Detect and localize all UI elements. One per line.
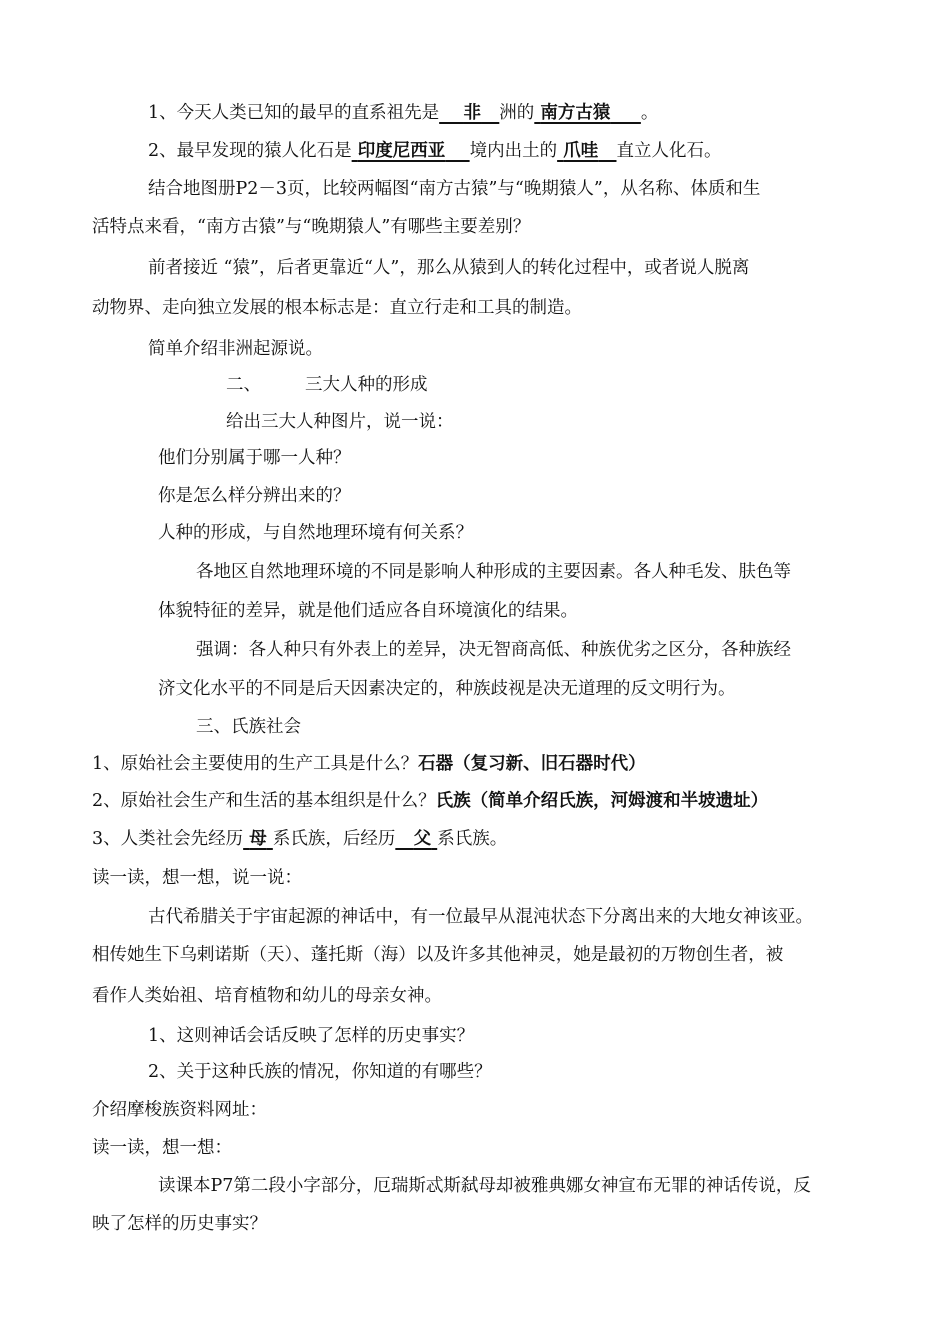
question-line-2	[148, 139, 721, 163]
question-text: 1、原始社会主要使用的生产工具是什么？	[92, 754, 419, 774]
answer-text: 印度尼西亚	[357, 141, 446, 161]
paragraph-line: 人种的形成，与自然地理环境有何关系？	[158, 523, 473, 543]
answer-blank	[352, 141, 470, 161]
paragraph-line: 相传她生下乌剌诺斯（天）、蓬托斯（海）以及许多其他神灵，她是最初的万物创生者，被	[92, 945, 784, 965]
question-text: 系氏族，后经历	[272, 829, 396, 849]
paragraph-line: 看作人类始祖、培育植物和幼儿的母亲女神。	[92, 986, 442, 1006]
section-heading-3: 三、氏族社会	[196, 717, 301, 737]
answer-blank	[439, 103, 499, 123]
answer-text: 非	[463, 103, 482, 123]
answer-blank	[557, 141, 616, 161]
question-text: 2、原始社会生产和生活的基本组织是什么？	[92, 791, 436, 811]
paragraph-line: 读一读，想一想，说一说：	[92, 868, 302, 888]
section-number: 二、	[226, 375, 261, 395]
paragraph-line: 前者接近 “猿”，后者更靠近“人”，那么从猿到人的转化过程中，或者说人脱离	[148, 258, 750, 278]
answer-text: 氏族（简单介绍氏族，河姆渡和半坡遗址）	[435, 791, 769, 811]
question-text: 洲的	[499, 103, 535, 123]
paragraph-line: 读课本P7第二段小字部分，厄瑞斯忒斯弑母却被雅典娜女神宣布无罪的神话传说，反	[158, 1176, 811, 1196]
paragraph-line: 给出三大人种图片，说一说：	[226, 412, 454, 432]
paragraph-line: 1、这则神话会话反映了怎样的历史事实？	[148, 1026, 475, 1046]
paragraph-line: 介绍摩梭族资料网址：	[92, 1100, 267, 1120]
paragraph-line: 结合地图册P2－3页，比较两幅图“南方古猿”与“晚期猿人”，从名称、体质和生	[148, 179, 761, 199]
answer-text: 父	[413, 829, 432, 849]
paragraph-line: 活特点来看，“南方古猿”与“晚期猿人”有哪些主要差别？	[92, 217, 531, 237]
paragraph-line: 映了怎样的历史事实？	[92, 1214, 267, 1234]
section-title: 三大人种的形成	[305, 375, 428, 395]
question-line-3	[92, 752, 646, 776]
question-text: 1、今天人类已知的最早的直系祖先是	[148, 103, 440, 123]
question-text: 境内出土的	[469, 141, 558, 161]
question-text: 系氏族。	[437, 829, 508, 849]
paragraph-line: 强调：各人种只有外表上的差异，决无智商高低、种族优劣之区分，各种族经	[196, 640, 791, 660]
section-heading-2	[226, 373, 428, 397]
paragraph-line: 他们分别属于哪一人种？	[158, 448, 351, 468]
paragraph-line: 2、关于这种氏族的情况，你知道的有哪些？	[148, 1062, 492, 1082]
paragraph-line: 各地区自然地理环境的不同是影响人种形成的主要因素。各人种毛发、肤色等	[196, 562, 791, 582]
question-line-5	[92, 827, 507, 851]
answer-text: 母	[249, 829, 267, 849]
paragraph-line: 动物界、走向独立发展的根本标志是：直立行走和工具的制造。	[92, 298, 582, 318]
paragraph-line: 简单介绍非洲起源说。	[148, 339, 323, 359]
question-text: 。	[640, 103, 659, 123]
question-text: 2、最早发现的猿人化石是	[148, 141, 352, 161]
paragraph-line: 你是怎么样分辨出来的？	[158, 486, 351, 506]
answer-blank	[395, 829, 437, 849]
question-line-4	[92, 789, 768, 813]
answer-text: 爪哇	[563, 141, 599, 161]
answer-blank	[243, 829, 273, 849]
question-line-1	[148, 101, 658, 125]
question-text: 直立人化石。	[616, 141, 722, 161]
paragraph-line: 体貌特征的差异，就是他们适应各自环境演化的结果。	[158, 601, 578, 621]
paragraph-line: 读一读，想一想：	[92, 1138, 232, 1158]
question-text: 3、人类社会先经历	[92, 829, 244, 849]
answer-text: 石器（复习新、旧石器时代）	[418, 754, 646, 774]
answer-blank	[534, 103, 641, 123]
paragraph-line: 济文化水平的不同是后天因素决定的，种族歧视是决无道理的反文明行为。	[158, 679, 736, 699]
paragraph-line: 古代希腊关于宇宙起源的神话中，有一位最早从混沌状态下分离出来的大地女神该亚。	[148, 907, 813, 927]
answer-text: 南方古猿	[540, 103, 611, 123]
